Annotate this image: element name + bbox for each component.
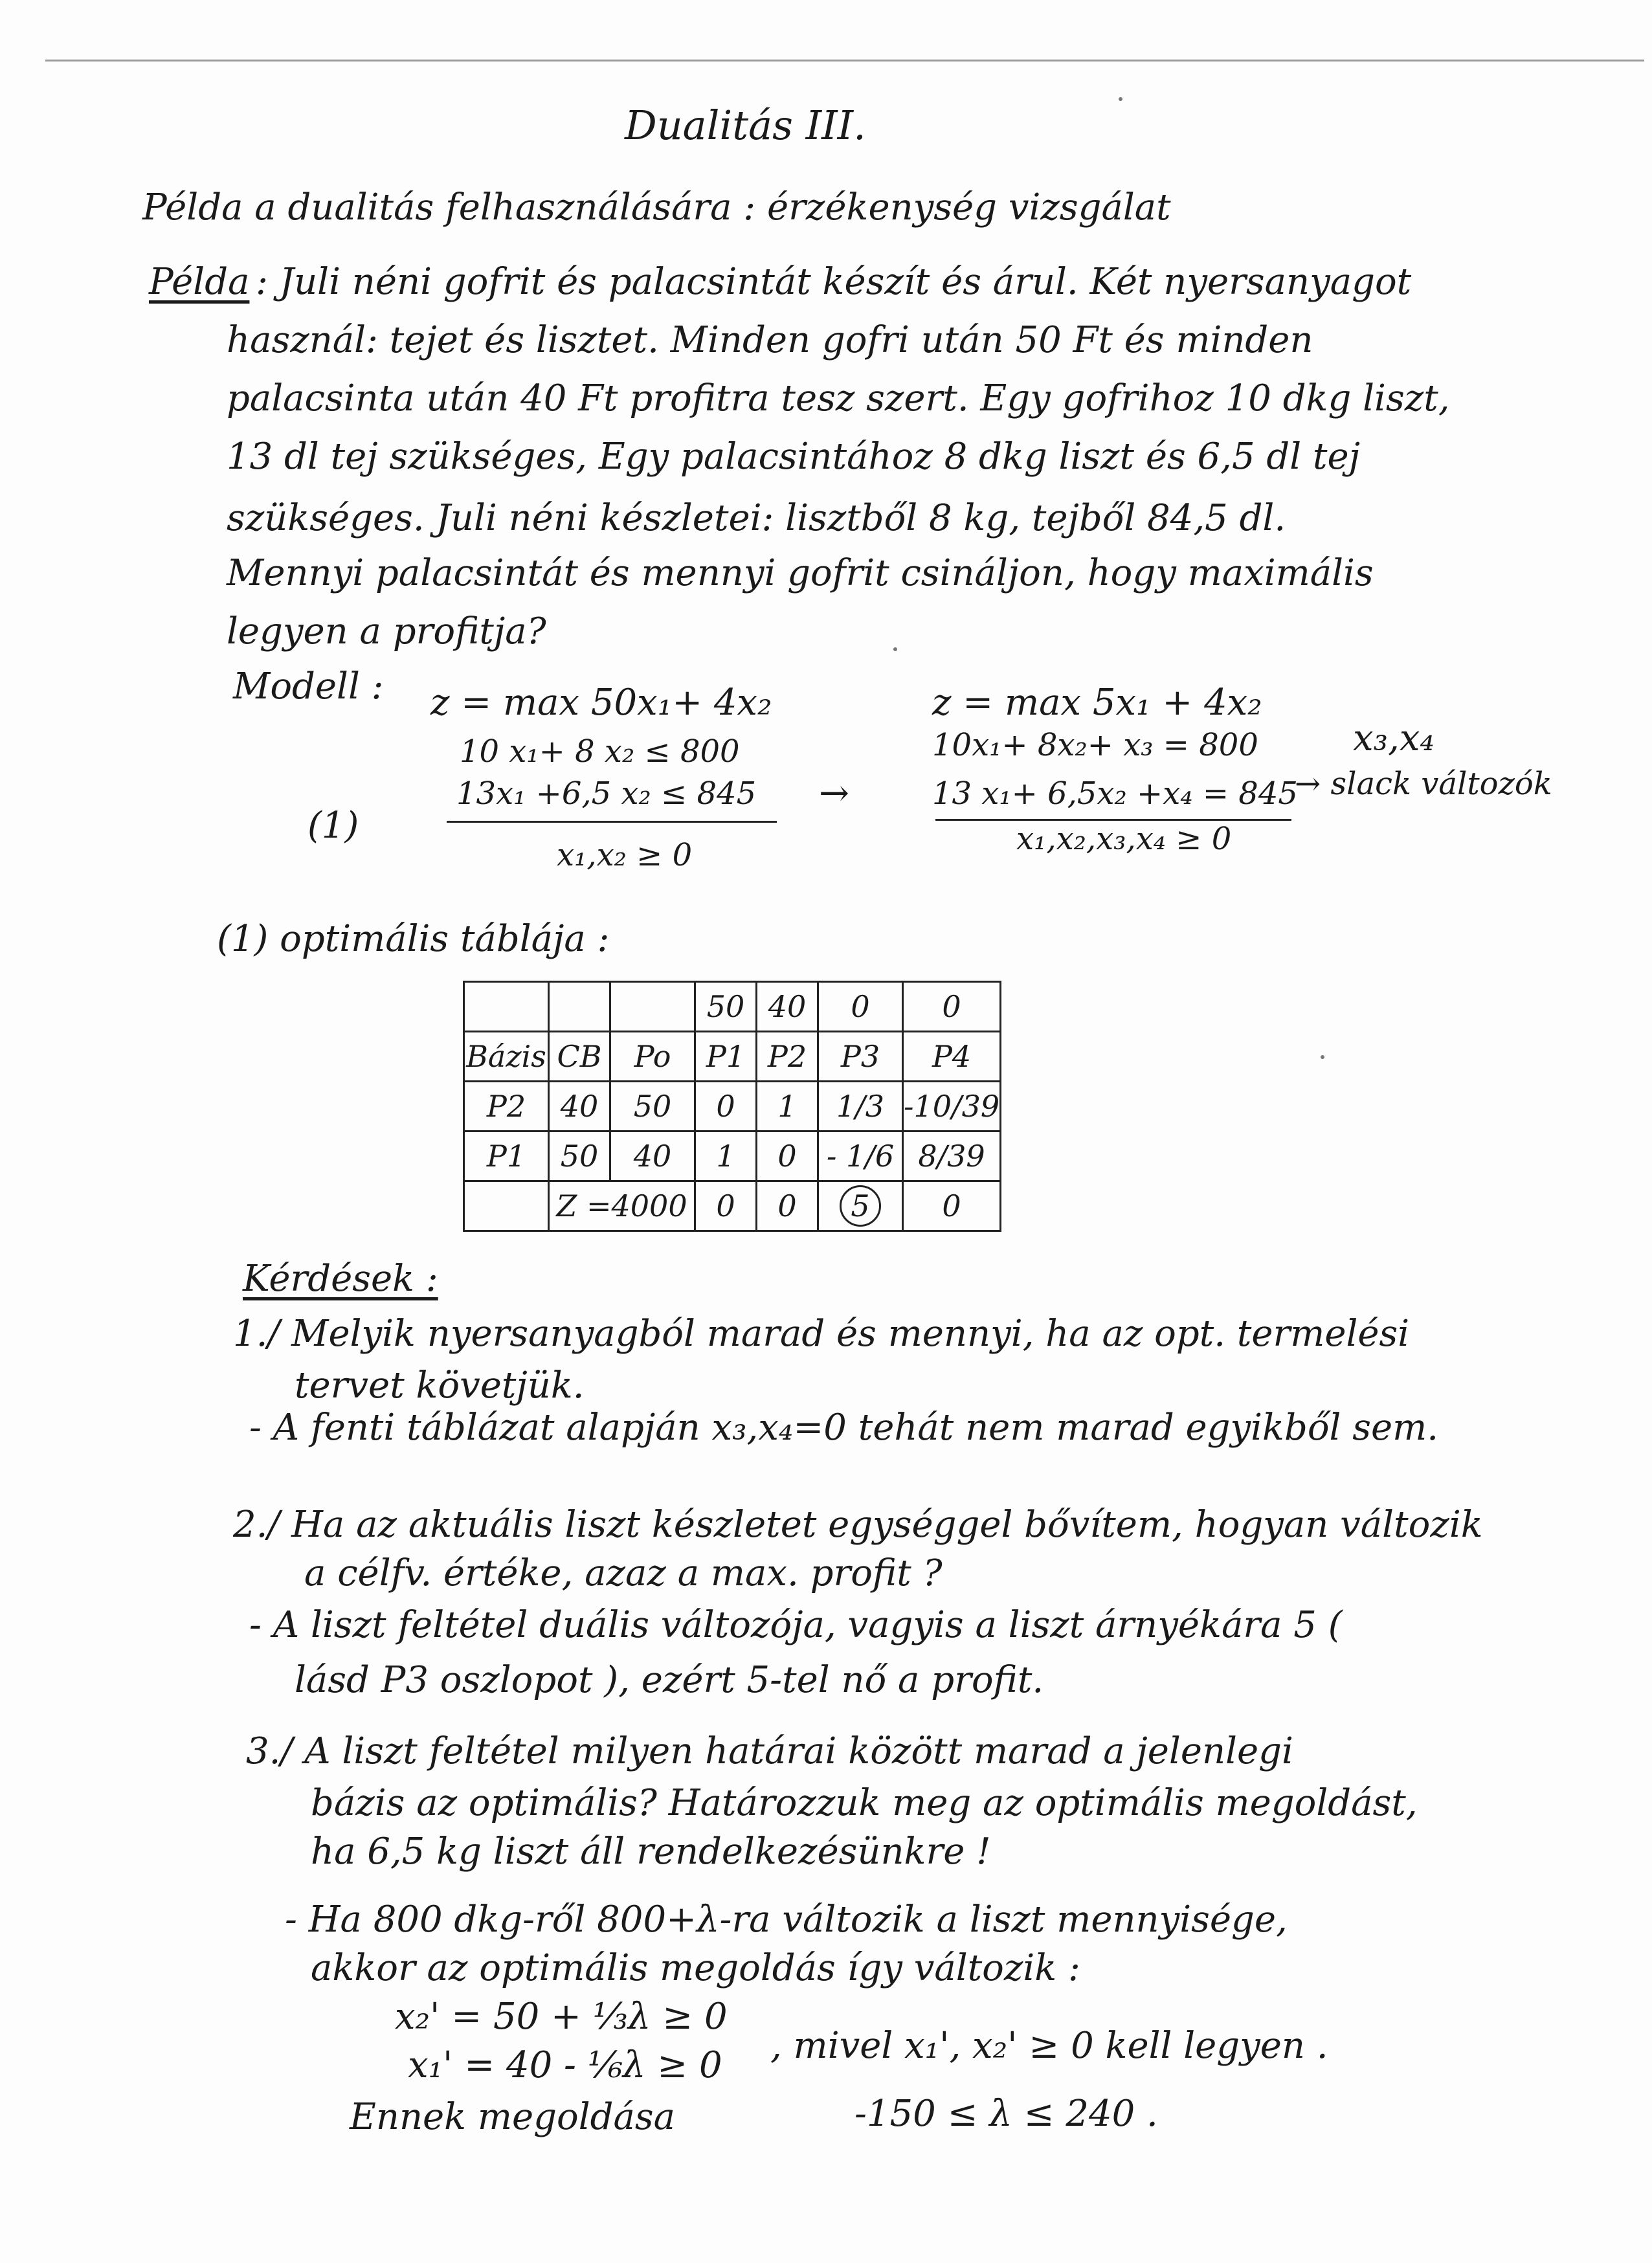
example-line: 13 dl tej szükséges, Egy palacsintához 8 dkg liszt és 6,5 dl tej [227,436,1360,478]
table-row [464,1132,1001,1181]
table-header-cell: P1 [695,1032,757,1082]
model-label: Modell : [233,665,384,708]
table-cell: 0 [903,1181,1001,1231]
arrow-icon: → [819,772,849,814]
model-objective: z = max 50x₁+ 4x₂ [430,682,772,724]
q2-line: 2./ Ha az aktuális liszt készletet egységgel bővítem, hogyan változik [233,1504,1483,1546]
table-cell: 40 [757,982,818,1032]
table-cell: 1/3 [818,1082,903,1132]
table-cell [464,982,549,1032]
q1-answer: - A fenti táblázat alapján x₃,x₄=0 tehát nem marad egyikből sem. [249,1407,1439,1449]
table-cell: 0 [818,982,903,1032]
table-cell: 1 [695,1132,757,1181]
table-cell [464,1181,549,1231]
model-marker: (1) [307,805,359,847]
table-cell: 0 [757,1132,818,1181]
page-title: Dualitás III. [625,102,866,149]
z-row [464,1181,1001,1231]
example-line: : Juli néni gofrit és palacsintát készít és árul. Két nyersanyagot [256,261,1412,303]
model-nonneg: x₁,x₂ ≥ 0 [557,837,693,873]
q2-line: a célfv. értéke, azaz a max. profit ? [304,1552,943,1594]
table-cell: 0 [695,1082,757,1132]
ink-dot [1119,97,1122,101]
page-top-rule [45,60,1644,61]
table-header-cell: P4 [903,1032,1001,1082]
table-cell: -10/39 [903,1082,1001,1132]
circled-shadow-price: 5 [840,1185,881,1227]
slack-note: → slack változók [1295,766,1552,802]
example-line: használ: tejet és lisztet. Minden gofri után 50 Ft és minden [227,319,1313,361]
subtitle: Példa a dualitás felhasználására : érzékenység vizsgálat [142,186,1171,229]
table-cell: 40 [610,1132,695,1181]
example-line: szükséges. Juli néni készletei: lisztből 8 kg, tejből 84,5 dl. [227,497,1286,539]
ink-dot [893,647,897,651]
example-line: legyen a profitja? [227,610,546,652]
questions-label: Kérdések : [243,1258,438,1300]
q3-line: bázis az optimális? Határozzuk meg az optimális megoldást, [311,1782,1418,1824]
q3-answer: akkor az optimális megoldás így változik : [311,1947,1080,1989]
table-header-cell: Bázis [464,1032,549,1082]
table-header [464,1032,1001,1082]
table-header-cell: Po [610,1032,695,1082]
table-cell [549,982,610,1032]
table-cell: 0 [757,1181,818,1231]
table-cell: 0 [695,1181,757,1231]
table-cell: 8/39 [903,1132,1001,1181]
q3-equation: x₁' = 40 - ⅙λ ≥ 0 [408,2044,722,2086]
q1-line: 1./ Melyik nyersanyagból marad és mennyi, ha az opt. termelési [233,1313,1410,1355]
table-caption: (1) optimális táblája : [217,918,610,960]
model-constraint: 10 x₁+ 8 x₂ ≤ 800 [460,733,740,770]
model-rule [447,821,777,823]
q3-condition: , mivel x₁', x₂' ≥ 0 kell legyen . [770,2025,1328,2067]
q3-equation: x₂' = 50 + ⅓λ ≥ 0 [395,1996,728,2038]
standard-constraint: 13 x₁+ 6,5x₂ +x₄ = 845 [932,775,1298,812]
table-header-cell: CB [549,1032,610,1082]
table-cell: P1 [464,1132,549,1181]
example-line: Mennyi palacsintát és mennyi gofrit csináljon, hogy maximális [227,552,1374,594]
q3-line: ha 6,5 kg liszt áll rendelkezésünkre ! [311,1831,991,1873]
example-label: Példa [149,261,250,303]
table-row [464,1082,1001,1132]
model-constraint: 13x₁ +6,5 x₂ ≤ 845 [456,775,757,812]
table-cell: 50 [549,1132,610,1181]
z-value-cell: Z =4000 [549,1181,695,1231]
solution-value: -150 ≤ λ ≤ 240 . [854,2093,1158,2135]
q1-line: tervet követjük. [295,1365,585,1407]
q2-answer: lásd P3 oszlopot ), ezért 5-tel nő a profit. [295,1659,1044,1701]
table-header-cell: P3 [818,1032,903,1082]
cost-row [464,982,1001,1032]
standard-constraint: 10x₁+ 8x₂+ x₃ = 800 [932,727,1258,763]
table-cell: 0 [903,982,1001,1032]
standard-objective: z = max 5x₁ + 4x₂ [932,682,1262,724]
standard-nonneg: x₁,x₂,x₃,x₄ ≥ 0 [1016,821,1232,857]
simplex-table [463,981,1001,1232]
table-cell: 1 [757,1082,818,1132]
table-cell: 40 [549,1082,610,1132]
table-cell [610,982,695,1032]
slack-vars: x₃,x₄ [1353,717,1434,759]
q3-line: 3./ A liszt feltétel milyen határai között marad a jelenlegi [246,1730,1293,1772]
ink-dot [1321,1055,1324,1059]
table-header-cell: P2 [757,1032,818,1082]
solution-label: Ennek megoldása [350,2096,675,2138]
example-line: palacsinta után 40 Ft profitra tesz szert. Egy gofrihoz 10 dkg liszt, [227,377,1450,419]
table-cell [818,1181,903,1231]
table-cell: 50 [695,982,757,1032]
table-cell: P2 [464,1082,549,1132]
q3-answer: - Ha 800 dkg-ről 800+λ-ra változik a liszt mennyisége, [285,1899,1288,1941]
table-cell: 50 [610,1082,695,1132]
q2-answer: - A liszt feltétel duális változója, vagyis a liszt árnyékára 5 ( [249,1604,1343,1646]
table-cell: - 1/6 [818,1132,903,1181]
